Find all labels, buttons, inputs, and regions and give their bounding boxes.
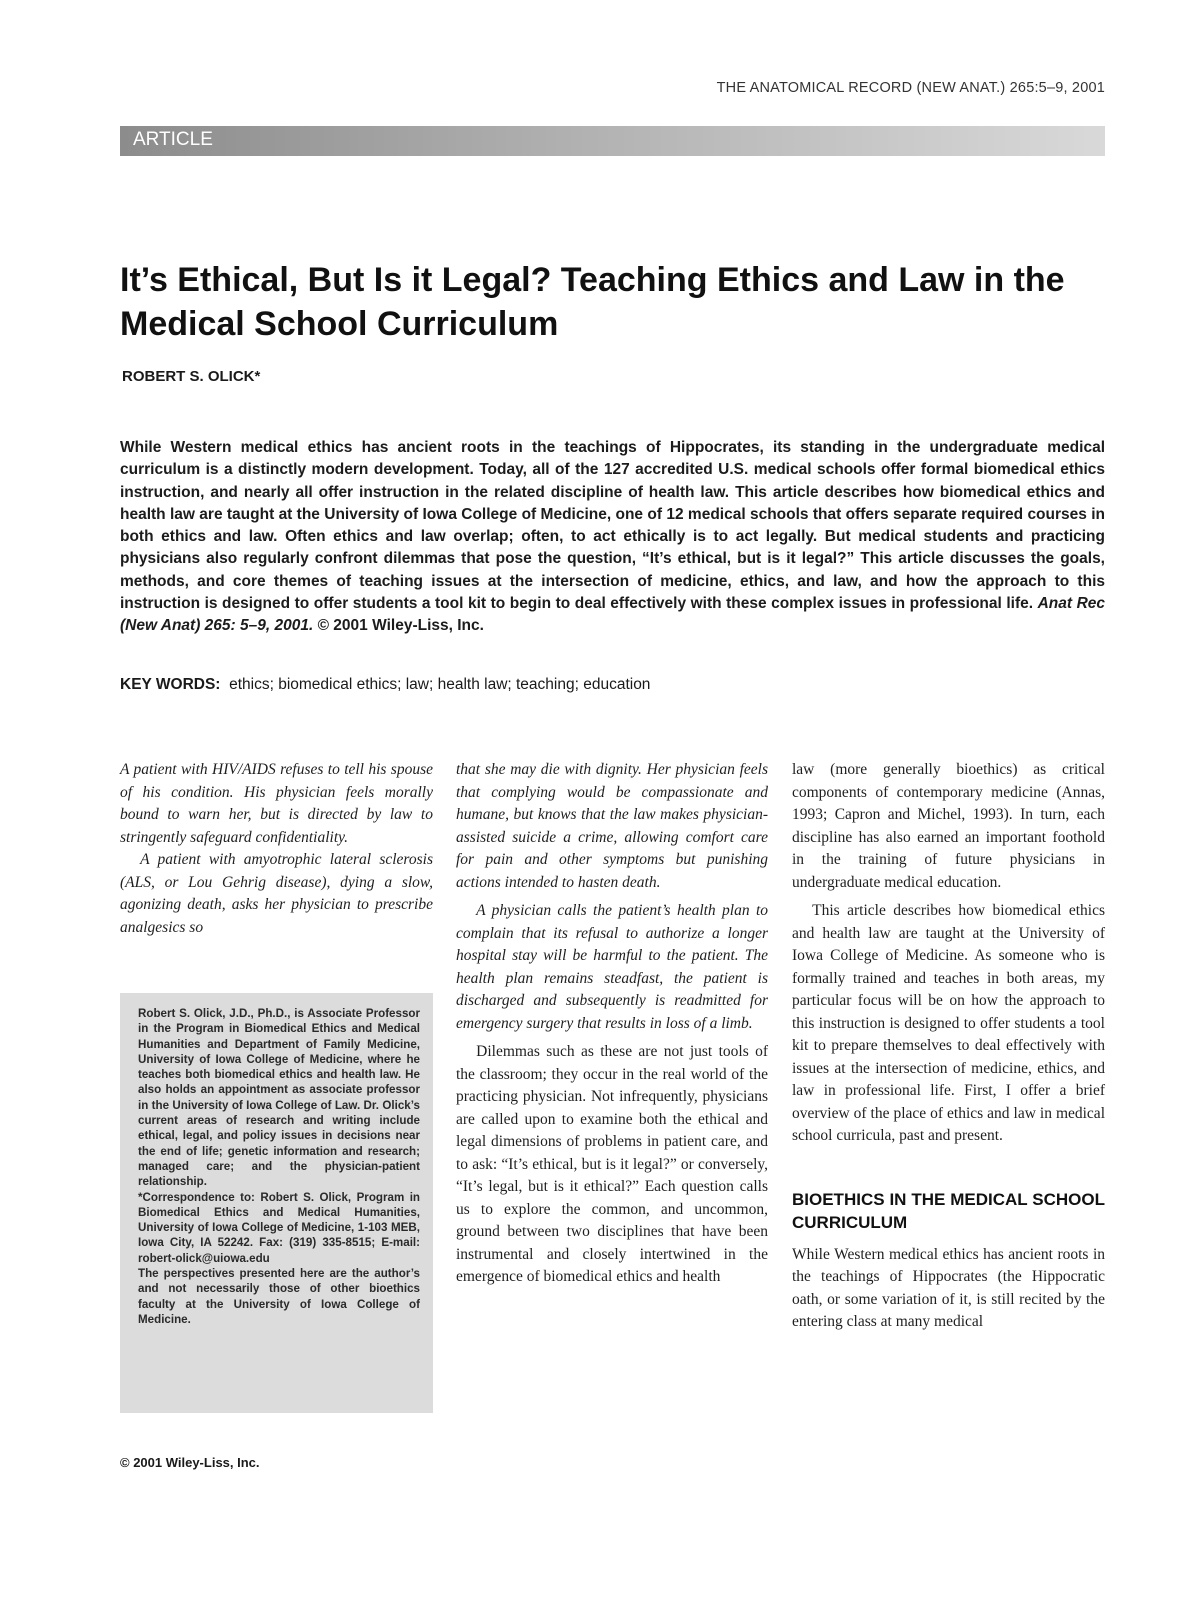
article-title: It’s Ethical, But Is it Legal? Teaching Ethics and Law in the Medical School Curriculum [120,261,1065,343]
section-label: ARTICLE [133,129,213,150]
body-column-2 [456,759,768,1289]
body-paragraph: A patient with amyotrophic lateral sclerosis (ALS, or Lou Gehrig disease), dying a slow, agonizing death, asks her physician to prescribe analgesics so [120,851,433,936]
body-paragraph: Dilemmas such as these are not just tools of the classroom; they occur in the real world of the practicing physician. Not infrequently, physicians are called upon to examine both the ethical and legal dimensions of problems in patient care, and to ask: “It’s ethical, but is it legal?” or conversely, “It’s legal, but is it ethical?” Each question calls us to explore the common, and uncommon, ground between two disciplines that have been instrumental and closely intertwined in the emergence of biomedical ethics and health [456,1043,768,1285]
body-column-3 [792,759,1105,1334]
keywords-label: KEY WORDS: [120,676,221,693]
body-paragraph: that she may die with dignity. Her physician feels that complying would be compassionate and humane, but knows that the law makes physician-assisted suicide a crime, allowing comfort care for pain and other symptoms but punishing actions intended to hasten death. [456,761,768,891]
body-column-1 [120,759,433,939]
body-paragraph: law (more generally bioethics) as critical components of contemporary medicine (Annas, 1993; Capron and Michel, 1993). In turn, each discipline has also earned an important foothold in the training of future physicians in undergraduate medical education. [792,761,1105,891]
abstract-citation: Anat Rec (New Anat) 265: 5–9, 2001. [120,595,1105,635]
bio-paragraph: Robert S. Olick, J.D., Ph.D., is Associate Professor in the Program in Biomedical Ethics and Medical Humanities and Department of Family Medicine, University of Iowa College of Medicine, where he teaches both biomedical ethics and health law. He also holds an appointment as associate professor in the University of Iowa College of Law. Dr. Olick’s current areas of research and writing include ethical, legal, and policy issues in decisions near the end of life; genetic information and research; managed care; and the physician-patient relationship. [138,1007,420,1189]
author-name: ROBERT S. OLICK* [122,368,261,385]
keywords-list: ethics; biomedical ethics; law; health law; teaching; education [229,676,651,693]
abstract-text: While Western medical ethics has ancient roots in the teachings of Hippocrates, its standing in the undergraduate medical curriculum is a distinctly modern development. Today, all of the 127 accredited U.S. medical schools offer formal biomedical ethics instruction, and nearly all offer instruction in the related discipline of health law. This article describes how biomedical ethics and health law are taught at the University of Iowa College of Medicine, one of 12 medical schools that offers separate required courses in both ethics and law. Often ethics and law overlap; often, to act ethically is to act legally. But medical students and practicing physicians also regularly confront dilemmas that pose the question, “It’s ethical, but is it legal?” This article discusses the goals, methods, and core themes of teaching issues at the intersection of medicine, ethics, and law, and how the approach to this instruction is designed to offer students a tool kit to begin to deal effectively with these complex issues in professional life. [120,439,1105,613]
disclaimer-paragraph: The perspectives presented here are the author’s and not necessarily those of other bioethics faculty at the University of Iowa College of Medicine. [138,1267,420,1326]
correspondence-paragraph: *Correspondence to: Robert S. Olick, Program in Biomedical Ethics and Medical Humanities, University of Iowa College of Medicine, 1-103 MEB, Iowa City, IA 52242. Fax: (319) 335-8515; E-mail: robert-olick@uiowa.edu [138,1190,420,1265]
keywords [120,676,650,694]
abstract-copyright: © 2001 Wiley-Liss, Inc. [317,617,484,635]
section-heading: BIOETHICS IN THE MEDICAL SCHOOL CURRICULUM [792,1189,1105,1232]
abstract [120,437,1105,638]
body-paragraph: This article describes how biomedical ethics and health law are taught at the University of Iowa College of Medicine. As someone who is formally trained and teaches in both areas, my particular focus will be on how the approach to this instruction is designed to offer students a tool kit to prepare themselves to deal effectively with issues at the intersection of medicine, ethics, and law in professional life. First, I offer a brief overview of the place of ethics and law in medical school curricula, past and present. [792,902,1105,1144]
body-paragraph: A physician calls the patient’s health plan to complain that its refusal to authorize a longer hospital stay will be harmful to the patient. The health plan remains steadfast, the patient is discharged and subsequently is readmitted for emergency surgery that results in loss of a limb. [456,902,768,1032]
body-paragraph: A patient with HIV/AIDS refuses to tell his spouse of his condition. His physician feels morally bound to warn her, but is directed by law to stringently safeguard confidentiality. [120,761,433,846]
author-bio-box [120,993,433,1413]
body-paragraph: While Western medical ethics has ancient roots in the teachings of Hippocrates (the Hippocratic oath, or some variation of it, is still recited by the entering class at many medical [792,1245,1105,1330]
section-banner [120,126,1105,156]
journal-citation-header: THE ANATOMICAL RECORD (NEW ANAT.) 265:5–9, 2001 [716,80,1105,96]
footer-copyright: © 2001 Wiley-Liss, Inc. [120,1455,260,1470]
